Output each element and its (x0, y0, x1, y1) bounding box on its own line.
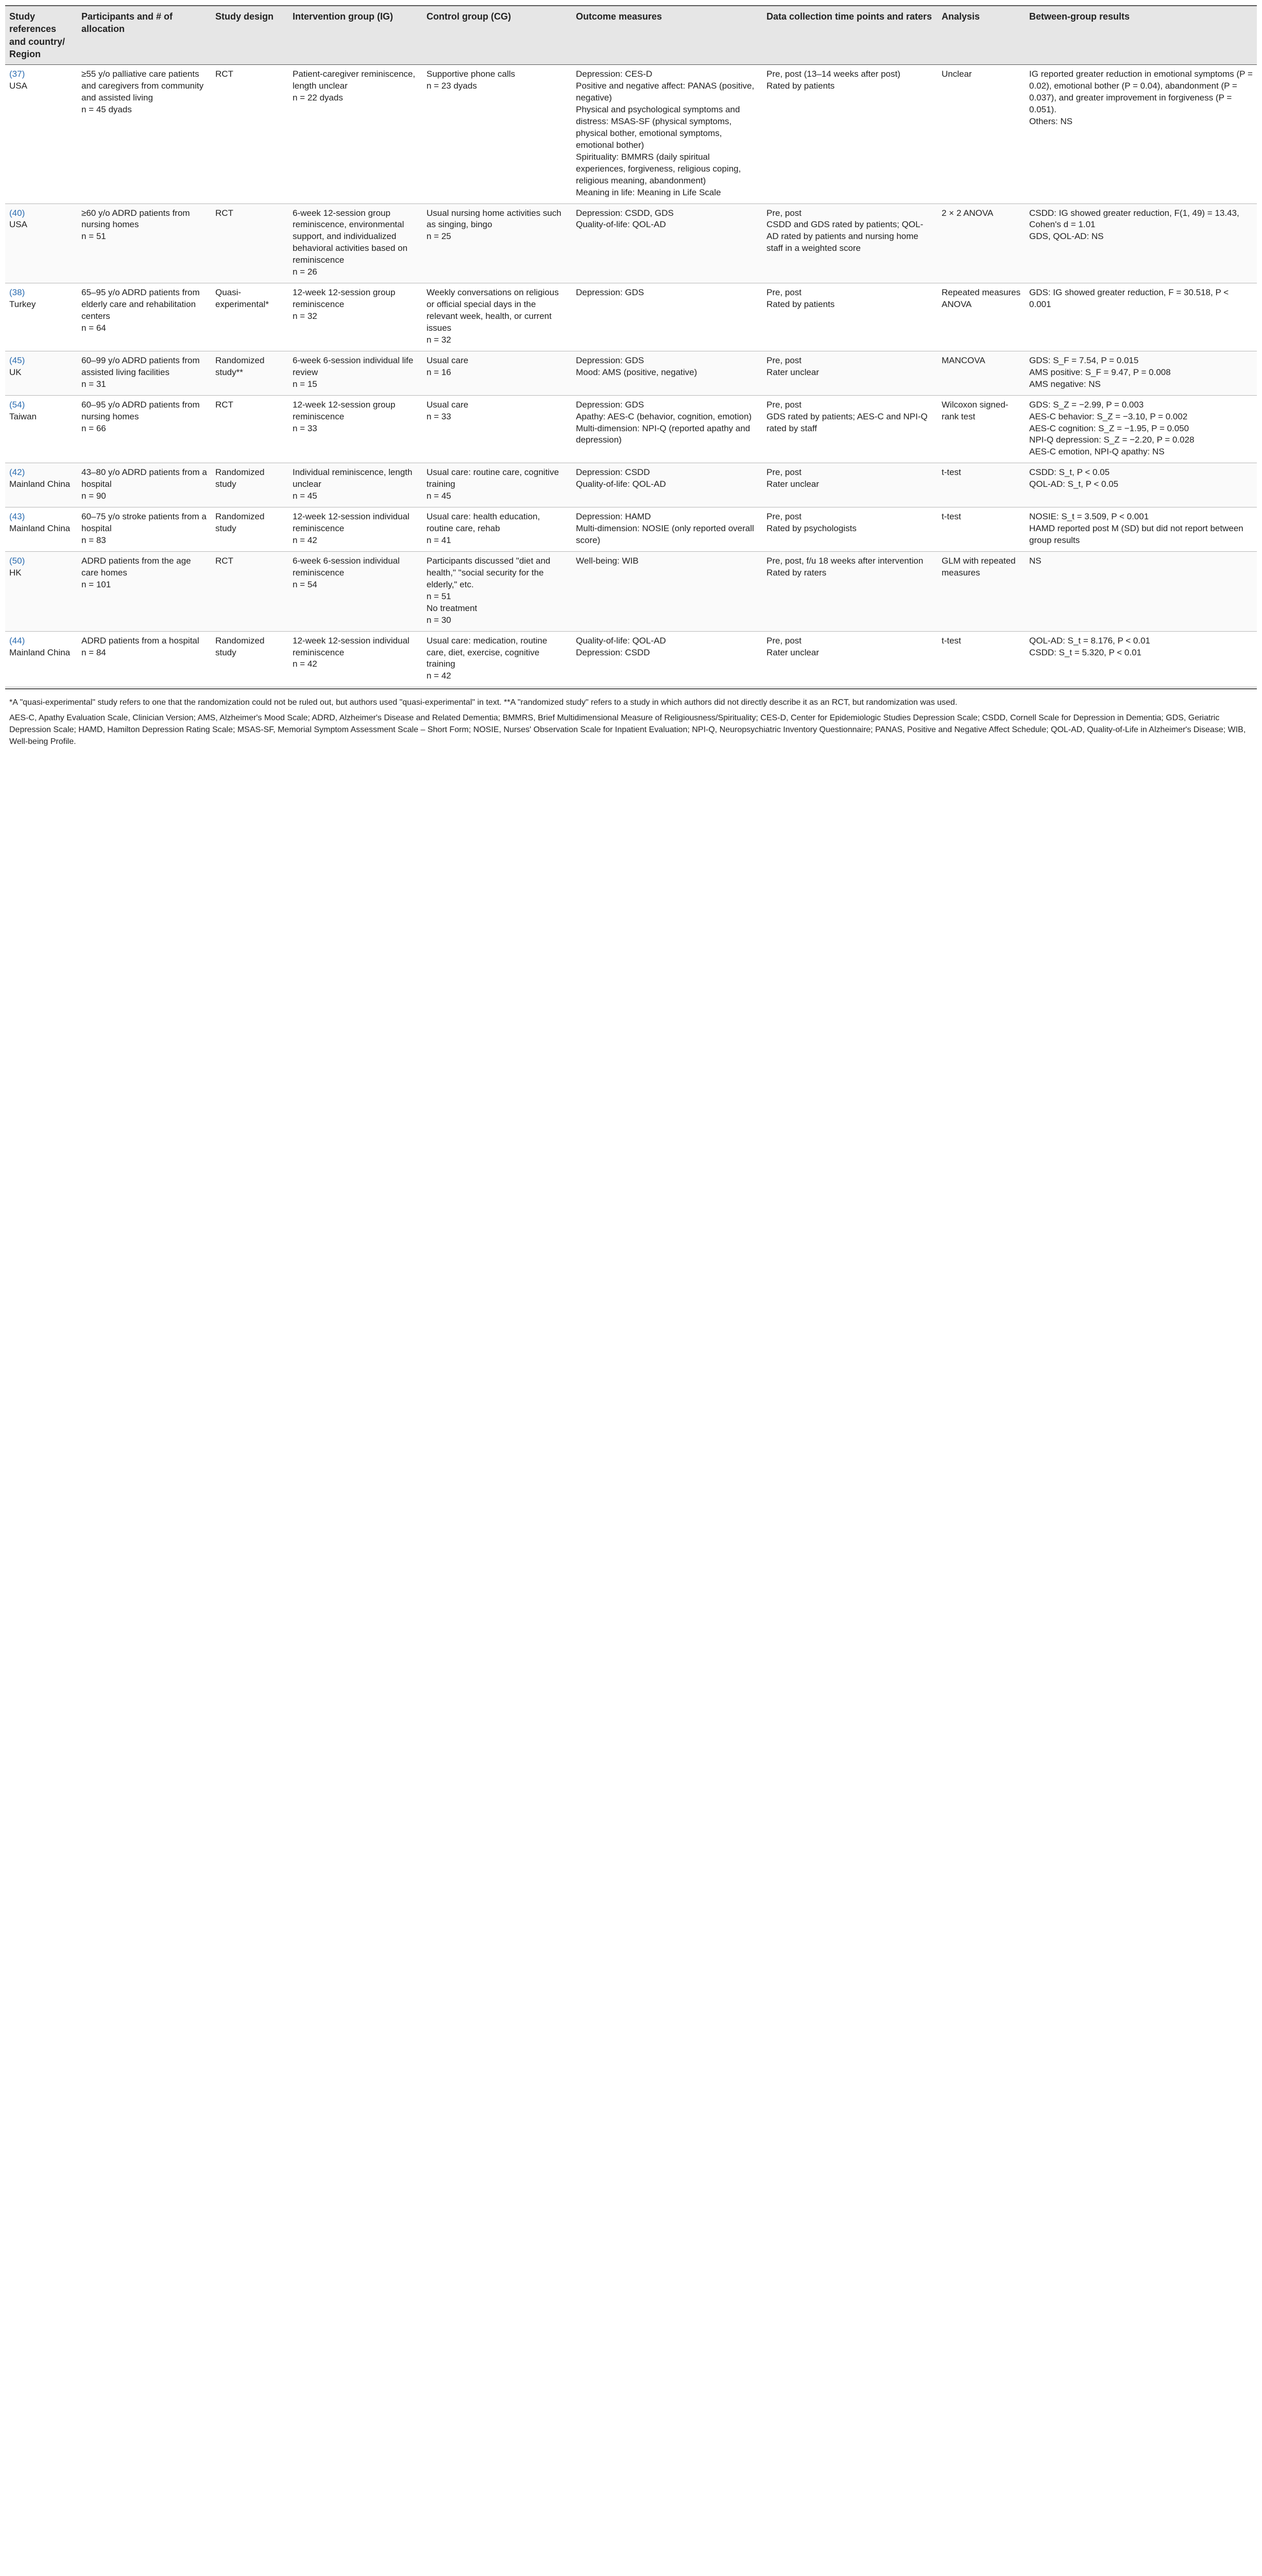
reference-link[interactable]: (44) (9, 635, 25, 646)
outcomes-cell: Depression: CES-D Positive and negative affect: PANAS (positive, negative) Physical and psychological symptoms and distress: MSAS-SF (physical symptoms, physical bother, emotional symptoms, emotional bother) Spirituality: BMMRS (daily spiritual experiences, forgiveness, religious coping, religious meaning, abandonment) Meaning in life: Meaning in Life Scale (572, 65, 762, 204)
header-timepoints: Data collection time points and raters (762, 6, 937, 65)
results-cell: QOL-AD: S_t = 8.176, P < 0.01 CSDD: S_t = 5.320, P < 0.01 (1025, 631, 1257, 687)
table-row (5, 283, 1257, 351)
header-outcomes: Outcome measures (572, 6, 762, 65)
reference-cell (5, 395, 77, 463)
participants-cell: ADRD patients from the age care homes n = 101 (77, 551, 211, 631)
table-row (5, 507, 1257, 552)
outcomes-cell: Quality-of-life: QOL-AD Depression: CSDD (572, 631, 762, 687)
timepoints-cell: Pre, post GDS rated by patients; AES-C and NPI-Q rated by staff (762, 395, 937, 463)
analysis-cell: Wilcoxon signed-rank test (937, 395, 1025, 463)
design-cell: RCT (211, 65, 288, 204)
intervention-cell: Individual reminiscence, length unclear n = 45 (288, 463, 422, 507)
reference-cell (5, 463, 77, 507)
intervention-cell: 12-week 12-session group reminiscence n = 32 (288, 283, 422, 351)
design-cell: RCT (211, 551, 288, 631)
country-label: Mainland China (9, 523, 71, 534)
outcomes-cell: Depression: CSDD, GDS Quality-of-life: QOL-AD (572, 204, 762, 283)
participants-cell: 60–95 y/o ADRD patients from nursing homes n = 66 (77, 395, 211, 463)
reference-cell (5, 351, 77, 395)
control-cell: Usual care n = 16 (422, 351, 572, 395)
control-cell: Usual nursing home activities such as singing, bingo n = 25 (422, 204, 572, 283)
reference-link[interactable]: (38) (9, 287, 25, 298)
reference-link[interactable]: (45) (9, 355, 25, 365)
participants-cell: 65–95 y/o ADRD patients from elderly care and rehabilitation centers n = 64 (77, 283, 211, 351)
country-label: UK (9, 367, 22, 377)
table-header-row (5, 6, 1257, 65)
intervention-cell: 6-week 6-session individual reminiscence n = 54 (288, 551, 422, 631)
table-row (5, 631, 1257, 687)
participants-cell: 60–75 y/o stroke patients from a hospital n = 83 (77, 507, 211, 552)
reference-link[interactable]: (54) (9, 399, 25, 410)
design-cell: Randomized study** (211, 351, 288, 395)
reference-link[interactable]: (42) (9, 467, 25, 478)
intervention-cell: 12-week 12-session individual reminiscence n = 42 (288, 507, 422, 552)
design-cell: Quasi-experimental* (211, 283, 288, 351)
timepoints-cell: Pre, post (13–14 weeks after post) Rated by patients (762, 65, 937, 204)
intervention-cell: 12-week 12-session group reminiscence n = 33 (288, 395, 422, 463)
analysis-cell: t-test (937, 463, 1025, 507)
header-control: Control group (CG) (422, 6, 572, 65)
analysis-cell: t-test (937, 631, 1025, 687)
results-cell: CSDD: IG showed greater reduction, F(1, 49) = 13.43, Cohen's d = 1.01 GDS, QOL-AD: NS (1025, 204, 1257, 283)
page (5, 5, 1257, 758)
reference-cell (5, 507, 77, 552)
results-cell: NOSIE: S_t = 3.509, P < 0.001 HAMD reported post M (SD) but did not report between group results (1025, 507, 1257, 552)
timepoints-cell: Pre, post CSDD and GDS rated by patients; QOL-AD rated by patients and nursing home staff in a weighted score (762, 204, 937, 283)
analysis-cell: MANCOVA (937, 351, 1025, 395)
header-analysis: Analysis (937, 6, 1025, 65)
header-participants: Participants and # of allocation (77, 6, 211, 65)
reference-link[interactable]: (40) (9, 208, 25, 218)
footnote-design-note: *A "quasi-experimental" study refers to one that the randomization could not be ruled out, but authors used "quasi-experimental" in text. **A "randomized study" refers to a study in which authors did not directly describe it as an RCT, but randomization was used. (9, 698, 958, 707)
results-cell: GDS: S_F = 7.54, P = 0.015 AMS positive: S_F = 9.47, P = 0.008 AMS negative: NS (1025, 351, 1257, 395)
intervention-cell: Patient-caregiver reminiscence, length unclear n = 22 dyads (288, 65, 422, 204)
results-cell: GDS: IG showed greater reduction, F = 30.518, P < 0.001 (1025, 283, 1257, 351)
control-cell: Usual care: routine care, cognitive training n = 45 (422, 463, 572, 507)
participants-cell: ≥55 y/o palliative care patients and caregivers from community and assisted living n = 45 dyads (77, 65, 211, 204)
country-label: Taiwan (9, 411, 37, 421)
reference-cell (5, 283, 77, 351)
reference-link[interactable]: (43) (9, 512, 25, 522)
outcomes-cell: Well-being: WIB (572, 551, 762, 631)
country-label: Mainland China (9, 479, 71, 489)
timepoints-cell: Pre, post Rater unclear (762, 351, 937, 395)
results-cell: GDS: S_Z = −2.99, P = 0.003 AES-C behavior: S_Z = −3.10, P = 0.002 AES-C cognition: S_Z = −1.95, P = 0.050 NPI-Q depression: S_Z = −2.20, P = 0.028 AES-C emotion, NPI-Q apathy: NS (1025, 395, 1257, 463)
country-label: HK (9, 567, 22, 578)
table-row (5, 395, 1257, 463)
analysis-cell: Unclear (937, 65, 1025, 204)
header-results: Between-group results (1025, 6, 1257, 65)
analysis-cell: GLM with repeated measures (937, 551, 1025, 631)
design-cell: Randomized study (211, 507, 288, 552)
reference-cell (5, 65, 77, 204)
table-body (5, 65, 1257, 687)
table-row (5, 351, 1257, 395)
timepoints-cell: Pre, post Rated by patients (762, 283, 937, 351)
control-cell: Usual care: health education, routine care, rehab n = 41 (422, 507, 572, 552)
outcomes-cell: Depression: HAMD Multi-dimension: NOSIE (only reported overall score) (572, 507, 762, 552)
analysis-cell: 2 × 2 ANOVA (937, 204, 1025, 283)
participants-cell: ≥60 y/o ADRD patients from nursing homes n = 51 (77, 204, 211, 283)
country-label: Turkey (9, 299, 36, 310)
timepoints-cell: Pre, post Rater unclear (762, 463, 937, 507)
design-cell: Randomized study (211, 463, 288, 507)
results-cell: CSDD: S_t, P < 0.05 QOL-AD: S_t, P < 0.05 (1025, 463, 1257, 507)
analysis-cell: Repeated measures ANOVA (937, 283, 1025, 351)
reference-cell (5, 204, 77, 283)
timepoints-cell: Pre, post Rated by psychologists (762, 507, 937, 552)
participants-cell: ADRD patients from a hospital n = 84 (77, 631, 211, 687)
outcomes-cell: Depression: GDS Mood: AMS (positive, negative) (572, 351, 762, 395)
header-design: Study design (211, 6, 288, 65)
intervention-cell: 12-week 12-session individual reminiscence n = 42 (288, 631, 422, 687)
table-row (5, 204, 1257, 283)
reference-link[interactable]: (50) (9, 555, 25, 566)
reference-cell (5, 631, 77, 687)
country-label: USA (9, 81, 27, 91)
country-label: USA (9, 219, 27, 230)
outcomes-cell: Depression: GDS (572, 283, 762, 351)
timepoints-cell: Pre, post, f/u 18 weeks after intervention Rated by raters (762, 551, 937, 631)
reference-link[interactable]: (37) (9, 69, 25, 79)
country-label: Mainland China (9, 647, 71, 657)
timepoints-cell: Pre, post Rater unclear (762, 631, 937, 687)
participants-cell: 60–99 y/o ADRD patients from assisted living facilities n = 31 (77, 351, 211, 395)
analysis-cell: t-test (937, 507, 1025, 552)
header-intervention: Intervention group (IG) (288, 6, 422, 65)
intervention-cell: 6-week 6-session individual life review n = 15 (288, 351, 422, 395)
design-cell: RCT (211, 395, 288, 463)
outcomes-cell: Depression: CSDD Quality-of-life: QOL-AD (572, 463, 762, 507)
results-cell: IG reported greater reduction in emotional symptoms (P = 0.02), emotional bother (P = 0.04), abandonment (P = 0.037), and greater improvement in forgiveness (P = 0.051). Others: NS (1025, 65, 1257, 204)
design-cell: Randomized study (211, 631, 288, 687)
intervention-cell: 6-week 12-session group reminiscence, environmental support, and individualized behavioral activities based on reminiscence n = 26 (288, 204, 422, 283)
participants-cell: 43–80 y/o ADRD patients from a hospital n = 90 (77, 463, 211, 507)
table-row (5, 551, 1257, 631)
table-row (5, 463, 1257, 507)
control-cell: Participants discussed "diet and health," "social security for the elderly," etc. n = 51 No treatment n = 30 (422, 551, 572, 631)
table-footnote (5, 688, 1257, 758)
design-cell: RCT (211, 204, 288, 283)
results-cell: NS (1025, 551, 1257, 631)
table-row (5, 65, 1257, 204)
control-cell: Weekly conversations on religious or official special days in the relevant week, health, or current issues n = 32 (422, 283, 572, 351)
reference-cell (5, 551, 77, 631)
study-table (5, 5, 1257, 687)
control-cell: Usual care n = 33 (422, 395, 572, 463)
header-reference: Study references and country/ Region (5, 6, 77, 65)
footnote-abbreviations: AES-C, Apathy Evaluation Scale, Clinician Version; AMS, Alzheimer's Mood Scale; ADRD, Alzheimer's Disease and Related Dementia; BMMRS, Brief Multidimensional Measure of Religiousness/Spirituality; CES-D, Center for Epidemiologic Studies Depression Scale; CSDD, Cornell Scale for Depression in Dementia; GDS, Geriatric Depression Scale; HAMD, Hamilton Depression Rating Scale; MSAS-SF, Memorial Symptom Assessment Scale – Short Form; NOSIE, Nurses' Observation Scale for Inpatient Evaluation; NPI-Q, Neuropsychiatric Inventory Questionnaire; PANAS, Positive and Negative Affect Schedule; QOL-AD, Quality-of-Life in Alzheimer's Disease; WIB, Well-being Profile. (9, 713, 1246, 746)
control-cell: Usual care: medication, routine care, diet, exercise, cognitive training n = 42 (422, 631, 572, 687)
outcomes-cell: Depression: GDS Apathy: AES-C (behavior, cognition, emotion) Multi-dimension: NPI-Q (reported apathy and depression) (572, 395, 762, 463)
control-cell: Supportive phone calls n = 23 dyads (422, 65, 572, 204)
